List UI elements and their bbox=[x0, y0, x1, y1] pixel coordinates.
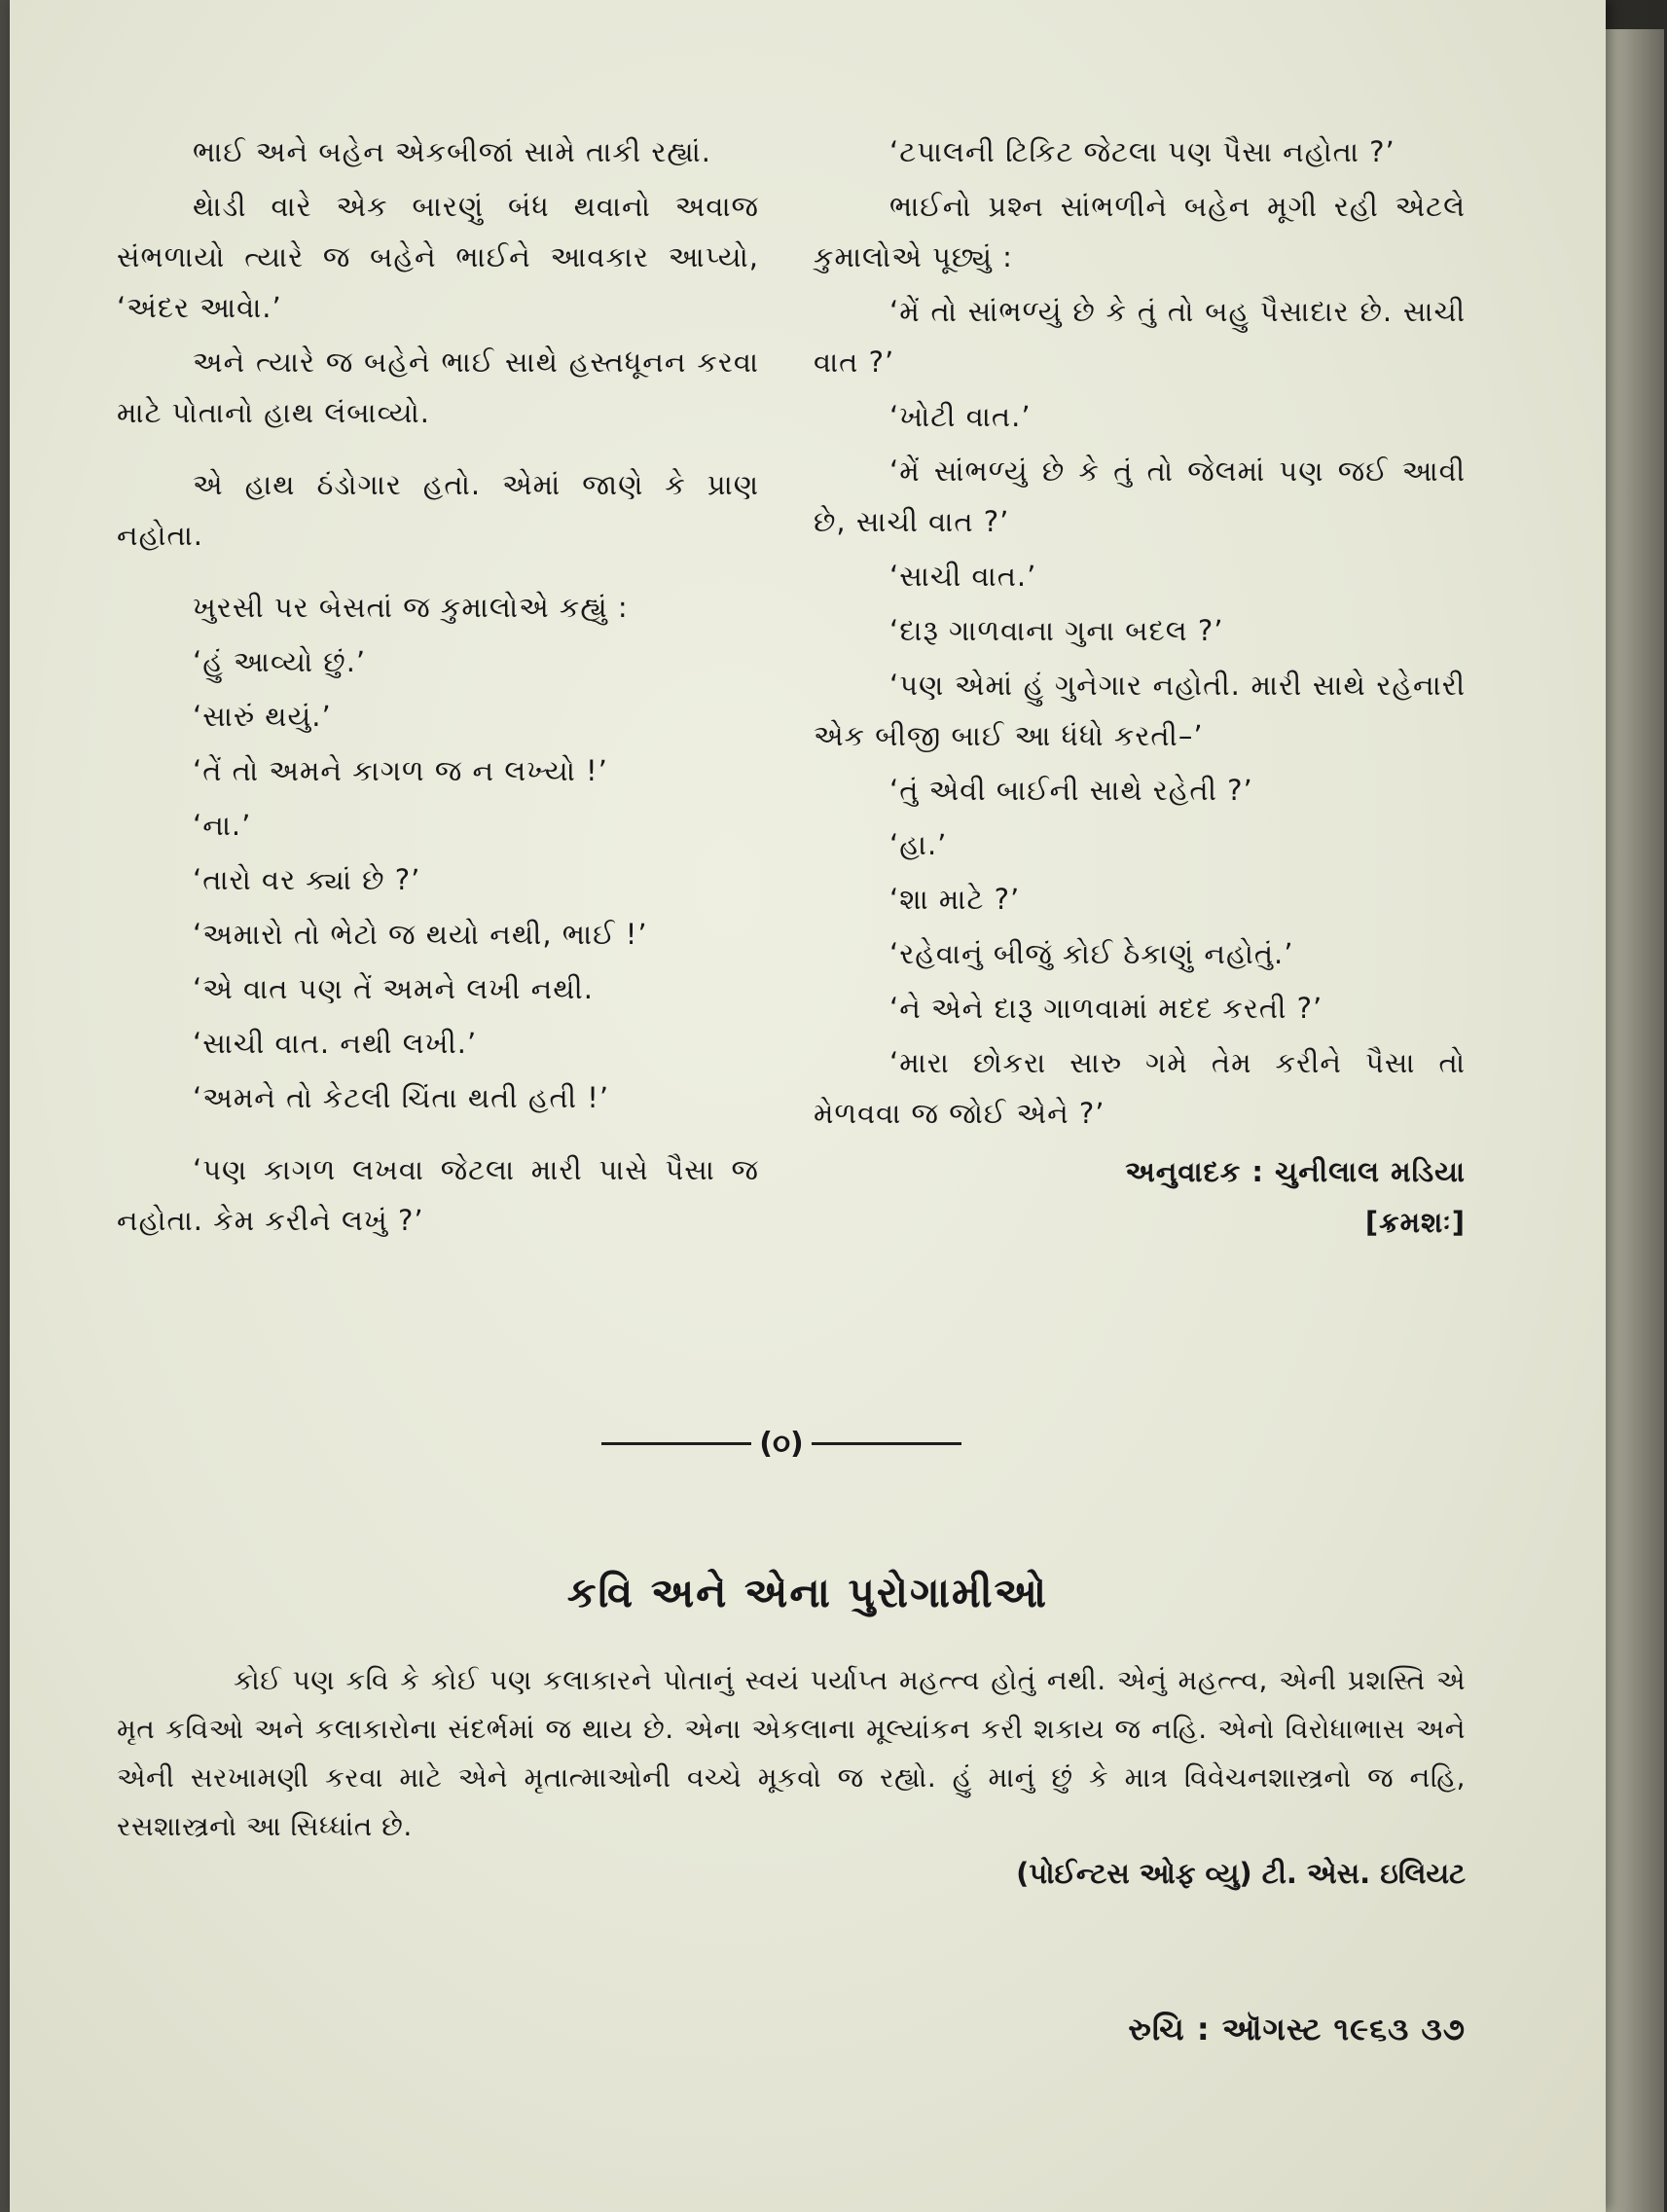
dialogue-line: ‘ના.’ bbox=[193, 809, 252, 842]
dialogue-line: ‘શા માટે ?’ bbox=[889, 883, 1021, 916]
dialogue-line: ‘ટપાલની ટિકિટ જેટલા પણ પૈસા નહોતા ?’ bbox=[889, 135, 1395, 168]
dialogue-line: ‘તું એવી બાઈની સાથે રહેતી ?’ bbox=[889, 774, 1253, 807]
dialogue-line: ‘પણ એમાં હું ગુનેગાર નહોતી. મારી સાથે રહેનારી એક બીજી બાઈ આ ધંધો કરતી–’ bbox=[814, 669, 1466, 752]
dialogue-line: ‘પણ કાગળ લખવા જેટલા મારી પાસે પૈસા જ નહોતા. કેમ કરીને લખું ?’ bbox=[117, 1153, 759, 1237]
dialogue-line: ‘સારું થયું.’ bbox=[193, 700, 332, 733]
paragraph: એ હાથ ઠંડોગાર હતો. એમાં જાણે કે પ્રાણ નહોતા. bbox=[117, 468, 759, 552]
dialogue-line: ‘અમને તો કેટલી ચિંતા થતી હતી !’ bbox=[193, 1081, 610, 1114]
dialogue-line: ‘સાચી વાત. નથી લખી.’ bbox=[193, 1027, 478, 1060]
dialogue-line: ‘હા.’ bbox=[889, 828, 948, 861]
article-title: કવિ અને એના પુરોગામીઓ bbox=[566, 1569, 1049, 1616]
dialogue-line: ‘તારો વર ક્યાં છે ?’ bbox=[193, 863, 421, 896]
dialogue-line: ‘મેં સાંભળ્યું છે કે તું તો જેલમાં પણ જઈ આવી છે, સાચી વાત ?’ bbox=[814, 454, 1466, 538]
article-source: (પોઈન્ટસ ઓફ વ્યુ) ટી. એસ. ઇલિયટ bbox=[1016, 1857, 1466, 1890]
dialogue-line: ‘ને એને દારૂ ગાળવામાં મદદ કરતી ?’ bbox=[889, 992, 1323, 1025]
page-footer: રુચિ : ઑગસ્ટ ૧૯૬૩ ૩૭ bbox=[1128, 2011, 1466, 2048]
magazine-page bbox=[10, 0, 1606, 2212]
dialogue-line: ‘તેં તો અમને કાગળ જ ન લખ્યો !’ bbox=[193, 754, 608, 787]
dialogue-line: ‘રહેવાનું બીજું કોઈ ઠેકાણું નહોતું.’ bbox=[889, 937, 1294, 970]
dialogue-line: ‘અમારો તો ભેટો જ થયો નથી, ભાઈ !’ bbox=[193, 918, 648, 951]
paragraph: અને ત્યારે જ બહેને ભાઈ સાથે હસ્તધૂનન કરવા માટે પોતાનો હાથ લંબાવ્યો. bbox=[117, 345, 759, 429]
dialogue-line: ‘મેં તો સાંભળ્યું છે કે તું તો બહુ પૈસાદાર છે. સાચી વાત ?’ bbox=[814, 295, 1466, 379]
article-body: કોઈ પણ કવિ કે કોઈ પણ કલાકારને પોતાનું સ્વયં પર્યાપ્ત મહત્ત્વ હોતું નથી. એનું મહત્ત્વ, એની પ્રશસ્તિ એ મૃત કવિઓ અને કલાકારોના સંદર્ભમાં જ થાય છે. એના એકલાના મૂલ્યાંકન કરી શકાય જ નહિ. એનો વિરોધાભાસ અને એની સરખામણી કરવા માટે એને મૃતાત્માઓની વચ્ચે મૂકવો જ રહ્યો. હું માનું છું કે માત્ર વિવેચનશાસ્ત્રનો જ નહિ, રસશાસ્ત્રનો આ સિધ્ધાંત છે. bbox=[117, 1664, 1466, 1842]
divider-ornament: (૦) bbox=[759, 1426, 804, 1461]
dialogue-line: ‘દારૂ ગાળવાના ગુના બદલ ?’ bbox=[889, 614, 1224, 647]
paragraph: ભાઈ અને બહેન એકબીજાં સામે તાકી રહ્યાં. bbox=[193, 135, 711, 168]
paragraph: ભાઈનો પ્રશ્ન સાંભળીને બહેન મૂગી રહી એટલે કુમાલોએ પૂછ્યું : bbox=[814, 190, 1466, 273]
serial-continued-mark: [ક્રમશઃ] bbox=[1364, 1206, 1466, 1239]
dialogue-line: ‘એ વાત પણ તેં અમને લખી નથી. bbox=[193, 972, 594, 1005]
left-column bbox=[117, 127, 759, 1250]
translator-credit: અનુવાદક : ચુનીલાલ મડિયા bbox=[1125, 1155, 1466, 1188]
paragraph: થેાડી વારે એક બારણું બંધ થવાનો અવાજ સંભળાયો ત્યારે જ બહેને ભાઈને આવકાર આપ્યો, ‘અંદર આવેા.’ bbox=[117, 190, 759, 324]
paragraph: ખુરસી પર બેસતાં જ કુમાલોએ કહ્યું : bbox=[193, 591, 629, 624]
section-divider bbox=[601, 1424, 961, 1463]
dialogue-line: ‘ખોટી વાત.’ bbox=[889, 400, 1032, 433]
dialogue-line: ‘હું આવ્યો છું.’ bbox=[193, 645, 367, 678]
dialogue-line: ‘મારા છોકરા સારુ ગમે તેમ કરીને પૈસા તો મેળવવા જ જોઈ એને ?’ bbox=[814, 1046, 1466, 1130]
dialogue-line: ‘સાચી વાત.’ bbox=[889, 560, 1037, 593]
right-column bbox=[814, 127, 1466, 1248]
divider-rule-right bbox=[812, 1442, 961, 1445]
divider-rule-left bbox=[601, 1442, 751, 1445]
